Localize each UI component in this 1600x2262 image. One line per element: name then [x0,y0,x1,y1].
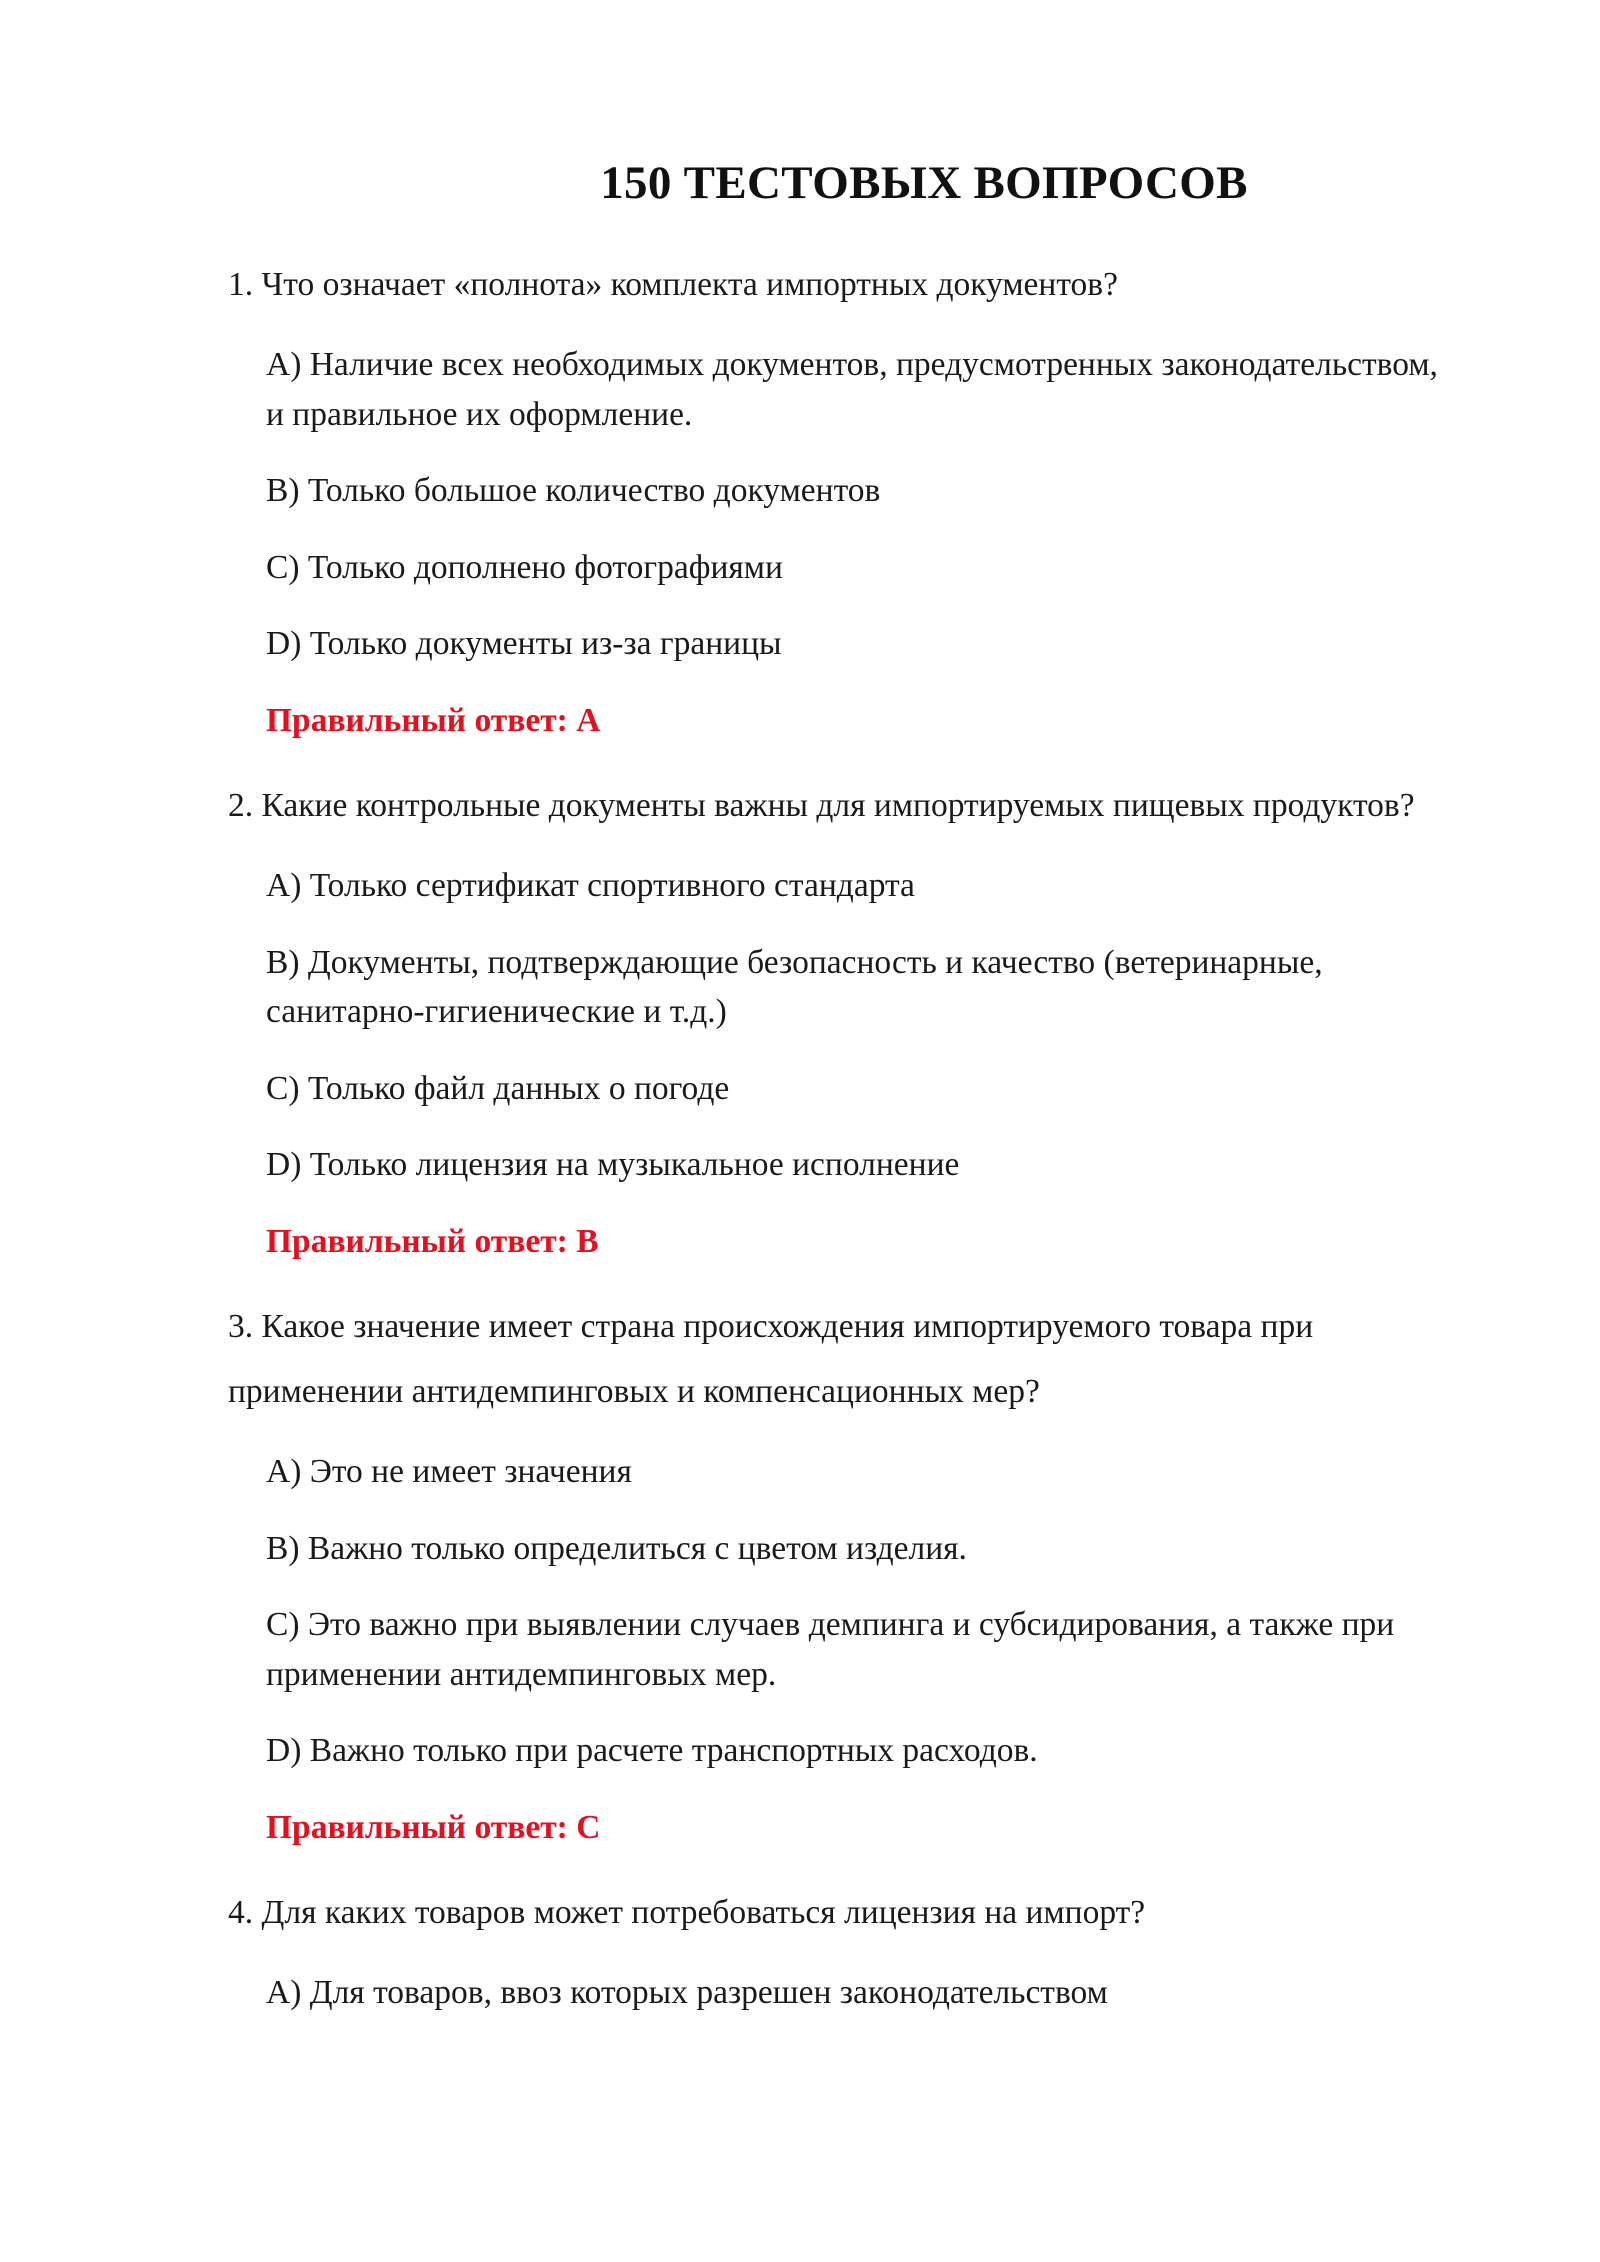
option-item: C) Только файл данных о погоде [266,1069,730,1107]
option-item: B) Только большое количество документов [266,472,881,509]
options-list [266,861,1450,1190]
correct-answer [266,696,1450,746]
option-item: A) Наличие всех необходимых документов, предусмотренных законодательством, и правильное их оформление. [266,346,1438,433]
option-item: B) Документы, подтверждающие безопасность и качество (ветеринарные, санитарно-гигиенические и т.д.) [266,943,1323,1030]
correct-answer [266,1803,1450,1853]
option-item: D) Только лицензия на музыкальное исполнение [266,1146,960,1183]
question-item [228,1878,1450,2018]
correct-answer-label: Правильный ответ: [266,701,568,739]
question-item [228,1292,1450,1852]
option-item: C) Это важно при выявлении случаев демпинга и субсидирования, а также при применении антидемпинговых мер. [266,1606,1395,1693]
option-item: C) Только дополнено фотографиями [266,548,783,586]
question-item [228,250,1450,745]
question-text: 3. Какое значение имеет страна происхождения импортируемого товара при применении антидемпинговых и компенсационных мер? [228,1308,1314,1410]
options-list [266,340,1450,669]
question-item [228,771,1450,1266]
correct-answer-label: Правильный ответ: [266,1222,568,1260]
option-item: A) Для товаров, ввоз которых разрешен законодательством [266,1974,1108,2011]
correct-answer-value: B [576,1222,599,1260]
correct-answer [266,1217,1450,1267]
option-item: D) Важно только при расчете транспортных расходов. [266,1732,1038,1769]
option-item: A) Только сертификат спортивного стандарта [266,867,915,904]
question-text: 2. Какие контрольные документы важны для импортируемых пищевых продуктов? [228,787,1415,824]
question-text: 4. Для каких товаров может потребоваться лицензия на импорт? [228,1894,1146,1931]
document-title: 150 ТЕСТОВЫХ ВОПРОСОВ [600,157,1248,209]
correct-answer-label: Правильный ответ: [266,1808,568,1846]
question-text: 1. Что означает «полнота» комплекта импортных документов? [228,266,1118,303]
correct-answer-value: A [576,701,601,739]
options-list [266,1968,1450,2018]
option-item: B) Важно только определиться с цветом изделия. [266,1529,967,1567]
option-item: A) Это не имеет значения [266,1453,632,1490]
option-item: D) Только документы из-за границы [266,625,782,662]
questions-list [228,250,1450,2018]
options-list [266,1447,1450,1776]
correct-answer-value: C [576,1808,601,1846]
